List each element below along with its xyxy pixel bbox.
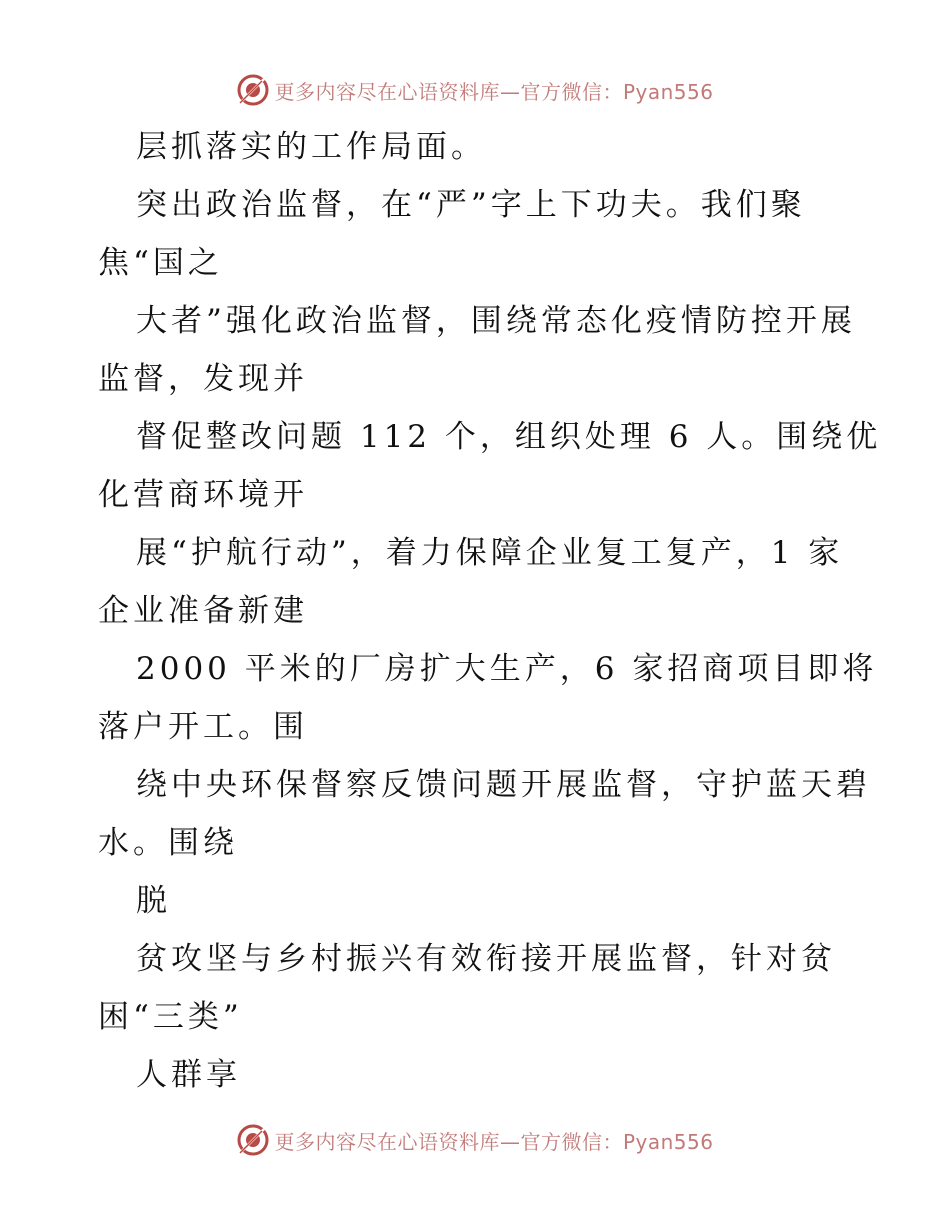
text-line: 人群享 [136, 1057, 241, 1093]
text-line: 层抓落实的工作局面。 [136, 129, 486, 165]
text-line: 困“三类” [98, 999, 243, 1035]
text-line: 企业准备新建 [98, 593, 308, 629]
header-watermark-text: 更多内容尽在心语资料库—官方微信：Pyan556 [274, 79, 714, 104]
text-line: 督促整改问题 112 个，组织处理 6 人。围绕优 [136, 419, 882, 455]
text-line: 落户开工。围 [98, 709, 308, 745]
text-line: 脱 [136, 883, 171, 919]
text-line: 2000 平米的厂房扩大生产，6 家招商项目即将 [136, 651, 878, 687]
text-line: 焦“国之 [98, 245, 223, 281]
logo-icon [236, 1123, 270, 1157]
text-line: 化营商环境开 [98, 477, 308, 513]
text-line: 大者”强化政治监督，围绕常态化疫情防控开展 [136, 303, 856, 339]
text-line: 展“护航行动”，着力保障企业复工复产，1 家 [136, 535, 844, 571]
text-line: 绕中央环保督察反馈问题开展监督，守护蓝天碧 [136, 767, 871, 803]
footer-watermark [0, 1120, 950, 1160]
logo-icon [236, 73, 270, 107]
text-line: 监督，发现并 [98, 361, 308, 397]
footer-watermark-text: 更多内容尽在心语资料库—官方微信：Pyan556 [274, 1129, 714, 1154]
header-watermark [0, 70, 950, 110]
text-line: 水。围绕 [98, 825, 238, 861]
text-line: 贫攻坚与乡村振兴有效衔接开展监督，针对贫 [136, 941, 836, 977]
text-line: 突出政治监督，在“严”字上下功夫。我们聚 [136, 187, 806, 223]
document-body [98, 118, 882, 1104]
